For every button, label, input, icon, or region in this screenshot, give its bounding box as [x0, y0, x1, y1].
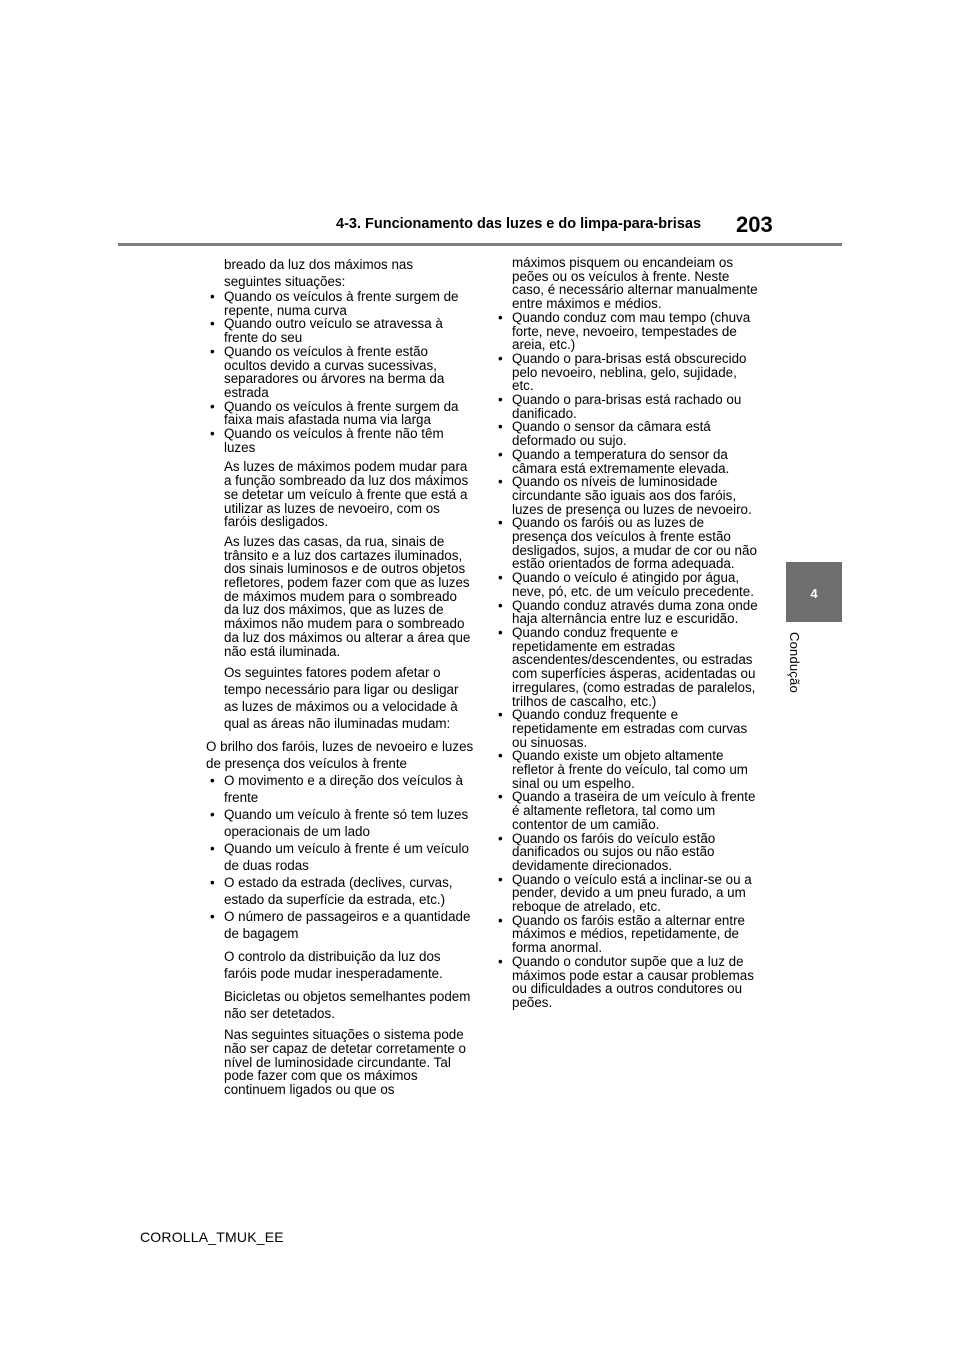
- section-title: 4-3. Funcionamento das luzes e do limpa-para-brisas: [336, 216, 702, 232]
- list-item: • O estado da estrada (declives, curvas, estado da superfície da estrada, etc.): [206, 874, 474, 908]
- list-item: • Quando o veículo é atingido por água, neve, pó, etc. de um veículo precedente.: [494, 571, 762, 598]
- page-number: 203: [736, 212, 773, 237]
- intro-line: breado da luz dos máximos nas: [224, 257, 414, 272]
- list-item: • O número de passageiros e a quantidade de bagagem: [206, 908, 474, 942]
- list-item: • Quando os faróis do veículo estão danificados ou sujos ou não estão devidamente direcionados.: [494, 832, 762, 873]
- list-item: • Quando a temperatura do sensor da câmara está extremamente elevada.: [494, 448, 762, 475]
- paragraph: O brilho dos faróis, luzes de nevoeiro e luzes de presença dos veículos à frente: [206, 739, 474, 772]
- intro-text: [206, 256, 474, 290]
- list-item: • Quando o sensor da câmara está deformado ou sujo.: [494, 420, 762, 447]
- list-item: • Quando o condutor supõe que a luz de máximos pode estar a causar problemas ou dificuldades a outros condutores ou peões.: [494, 955, 762, 1010]
- chapter-tab: [786, 562, 842, 622]
- list-item: • Quando a traseira de um veículo à frente é altamente refletora, tal como um contentor de um camião.: [494, 790, 762, 831]
- right-column: [494, 256, 762, 1010]
- list-item: • Quando um veículo à frente só tem luzes operacionais de um lado: [206, 806, 474, 840]
- conditions-list: [494, 311, 762, 1010]
- list-item: • Quando os veículos à frente surgem de repente, numa curva: [206, 290, 474, 317]
- list-item: • Quando outro veículo se atravessa à frente do seu: [206, 317, 474, 344]
- document-code: COROLLA_TMUK_EE: [140, 1229, 284, 1245]
- left-column: [206, 256, 474, 1097]
- list-item: • Quando os faróis estão a alternar entre máximos e médios, repetidamente, de forma anormal.: [494, 914, 762, 955]
- list-item: • Quando o para-brisas está rachado ou danificado.: [494, 393, 762, 420]
- list-item: • Quando conduz com mau tempo (chuva forte, neve, nevoeiro, tempestades de areia, etc.): [494, 311, 762, 352]
- list-item: • Quando existe um objeto altamente refletor à frente do veículo, tal como um sinal ou um espelho.: [494, 749, 762, 790]
- chapter-label: Condução: [787, 632, 802, 693]
- paragraph: máximos pisquem ou encandeiam os peões ou os veículos à frente. Neste caso, é necessário alternar manualmente entre máximos e médios.: [512, 255, 758, 312]
- paragraph: Bicicletas ou objetos semelhantes podem não ser detetados.: [224, 989, 471, 1022]
- list-item: • Quando conduz frequente e repetidamente em estradas ascendentes/descendentes, ou estradas com superfícies ásperas, acidentadas ou irregulares, (como estradas de paralelos, trilhos de cascalho, etc.): [494, 626, 762, 708]
- list-item: • Quando os níveis de luminosidade circundante são iguais aos dos faróis, luzes de presença ou luzes de nevoeiro.: [494, 475, 762, 516]
- list-item: • Quando os veículos à frente surgem da faixa mais afastada numa via larga: [206, 400, 474, 427]
- paragraph: O controlo da distribuição da luz dos faróis pode mudar inesperadamente.: [224, 949, 443, 982]
- factors-list: [206, 772, 474, 942]
- chapter-number: 4: [810, 586, 818, 601]
- list-item: • Quando um veículo à frente é um veículo de duas rodas: [206, 840, 474, 874]
- list-item: • Quando os veículos à frente estão ocultos devido a curvas sucessivas, separadores ou árvores na berma da estrada: [206, 345, 474, 400]
- list-item: • Quando o veículo está a inclinar-se ou a pender, devido a um pneu furado, a um reboque de atrelado, etc.: [494, 873, 762, 914]
- list-item: • Quando o para-brisas está obscurecido pelo nevoeiro, neblina, gelo, sujidade, etc.: [494, 352, 762, 393]
- list-item: • O movimento e a direção dos veículos à frente: [206, 772, 474, 806]
- list-item: • Quando conduz frequente e repetidamente em estradas com curvas ou sinuosas.: [494, 708, 762, 749]
- paragraph: As luzes das casas, da rua, sinais de trânsito e a luz dos cartazes iluminados, dos sinais luminosos e de outros objetos refletores, podem fazer com que as luzes de máximos mudem para o sombreado da luz dos máximos, que as luzes de máximos não mudem para o sombreado da luz dos máximos ou alterar a área que não está iluminada.: [224, 533, 471, 659]
- list-item: • Quando os faróis ou as luzes de presença dos veículos à frente estão desligados, sujos, a mudar de cor ou não estão orientados de forma adequada.: [494, 516, 762, 571]
- paragraph: As luzes de máximos podem mudar para a função sombreado da luz dos máximos se detetar um veículo à frente que está a utilizar as luzes de nevoeiro, com os faróis desligados.: [224, 459, 469, 530]
- list-item: • Quando os veículos à frente não têm luzes: [206, 427, 474, 454]
- list-item: • Quando conduz através duma zona onde haja alternância entre luz e escuridão.: [494, 599, 762, 626]
- header-rule: [118, 243, 842, 246]
- intro-line: seguintes situações:: [224, 274, 346, 289]
- paragraph: Os seguintes fatores podem afetar o tempo necessário para ligar ou desligar as luzes de máximos ou a velocidade à qual as áreas não iluminadas mudam:: [224, 665, 459, 732]
- paragraph: Nas seguintes situações o sistema pode não ser capaz de detetar corretamente o nível de luminosidade circundante. Tal pode fazer com que os máximos continuem ligados ou que os: [224, 1027, 466, 1098]
- situations-list: [206, 290, 474, 454]
